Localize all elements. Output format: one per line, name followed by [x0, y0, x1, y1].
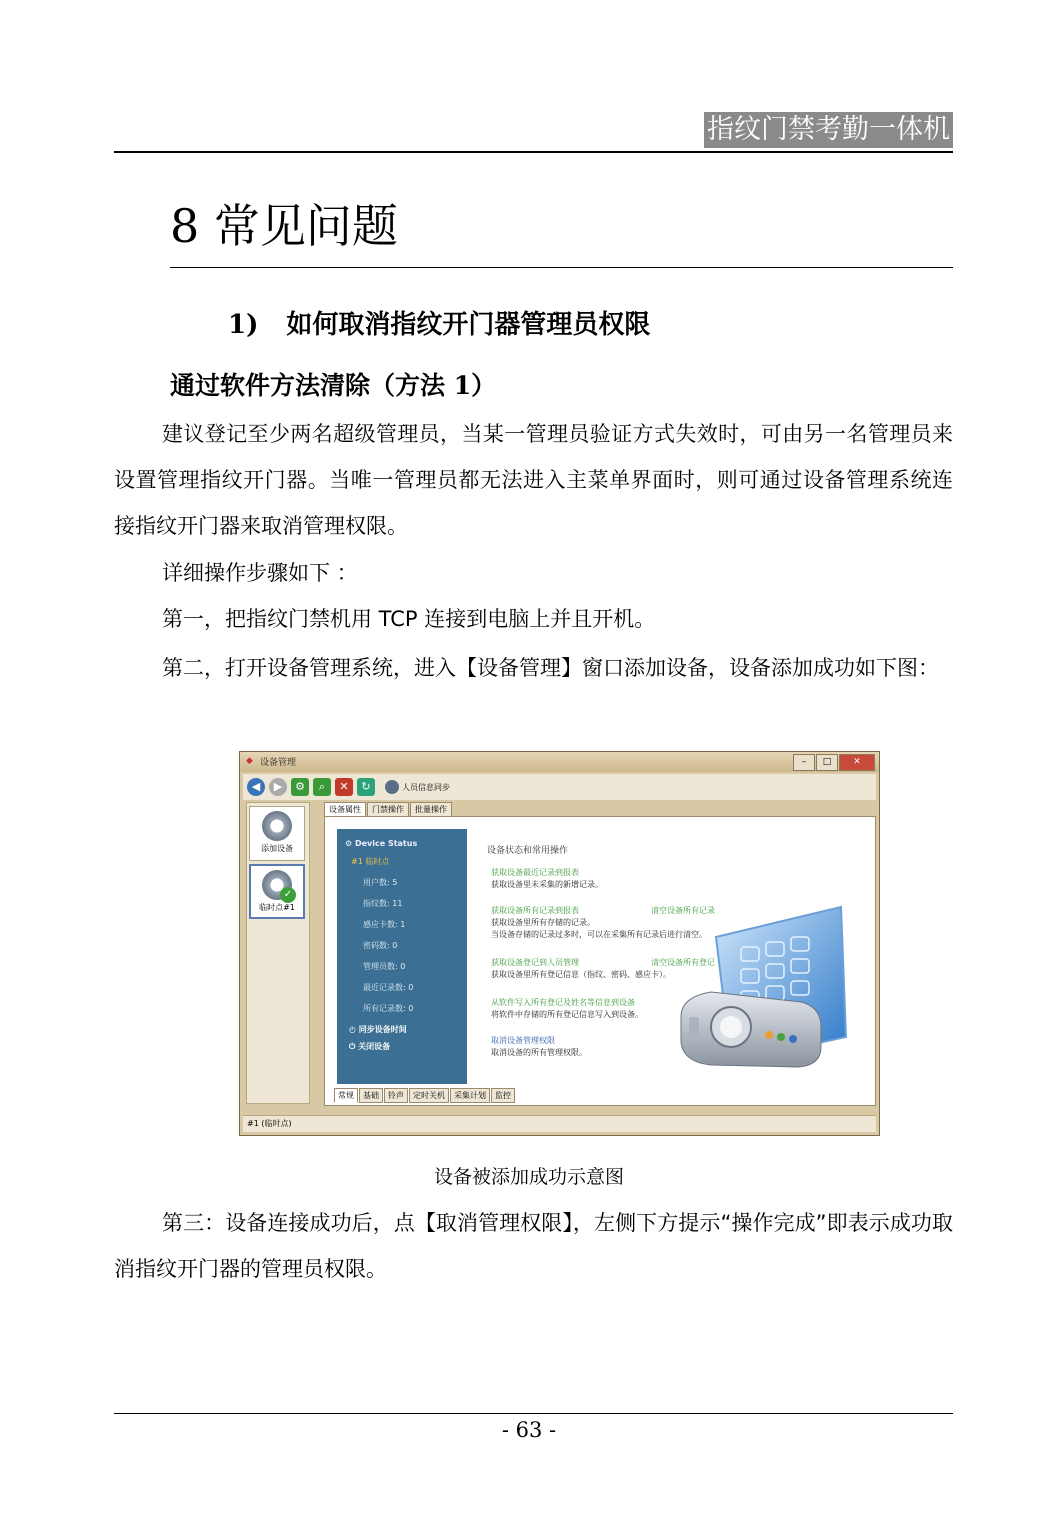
sync-users-button [385, 780, 450, 794]
maximize-icon: □ [816, 754, 838, 771]
power-icon: ⏻ [349, 1042, 356, 1051]
sync-users-label: 人员信息同步 [402, 782, 450, 792]
search-device-icon: ⌕ [313, 778, 331, 796]
status-password-count: 密码数: 0 [363, 941, 398, 950]
op-link-write-enrollments: 从软件写入所有登记及姓名等信息到设备 [491, 998, 635, 1007]
main-panel [324, 816, 876, 1106]
page-number: - 63 - [501, 1418, 557, 1442]
forward-icon: ▶ [269, 778, 287, 796]
sync-time-action: ◴ 同步设备时间 [349, 1025, 407, 1034]
question-number: 1) [228, 310, 259, 340]
bottom-tabs [334, 1088, 516, 1103]
op-link-clear-records: 清空设备所有记录 [651, 906, 715, 915]
question-title: 如何取消指纹开门器管理员权限 [286, 310, 651, 340]
window-statusbar: #1 (临时点) [243, 1115, 876, 1132]
tab-door-operations: 门禁操作 [367, 802, 409, 817]
app-icon: ◆ [246, 756, 253, 766]
tab-collection-plan: 采集计划 [450, 1088, 490, 1103]
op-desc-enrollments: 获取设备里所有登记信息（指纹、密码、感应卡）。 [491, 970, 671, 979]
op-desc-all-records: 获取设备里所有存储的记录。 [491, 918, 595, 927]
delete-device-icon: ✕ [335, 778, 353, 796]
op-link-all-records: 获取设备所有记录到报表 [491, 906, 579, 915]
gear-search-icon [262, 811, 292, 841]
device-item-label: 临时点#1 [259, 903, 295, 912]
op-desc-write-enrollments: 将软件中存储的所有登记信息写入到设备。 [491, 1010, 643, 1019]
method-heading: 通过软件方法清除（方法 1） [170, 371, 497, 400]
op-link-cancel-admin: 取消设备管理权限 [491, 1036, 555, 1045]
question-heading [228, 304, 650, 341]
clock-icon: ◴ [349, 1025, 356, 1034]
tab-batch-operations: 批量操作 [410, 802, 452, 817]
ops-title: 设备状态和常用操作 [487, 846, 569, 856]
user-icon [385, 780, 399, 794]
fingerprint-device-illustration [671, 897, 861, 1087]
tab-bell: 铃声 [384, 1088, 408, 1103]
tab-device-properties: 设备属性 [324, 802, 366, 817]
close-icon: ✕ [839, 754, 875, 771]
tab-general: 常规 [334, 1088, 358, 1103]
window-titlebar [240, 752, 879, 772]
tab-monitor: 监控 [491, 1088, 515, 1103]
paragraph-intro: 建议登记至少两名超级管理员，当某一管理员验证方式失效时，可由另一名管理员来设置管理指纹开门器。当唯一管理员都无法进入主菜单界面时，则可通过设备管理系统连接指纹开门器来取消管理权限。 [114, 422, 953, 538]
chapter-title: 8 常见问题 [170, 199, 398, 253]
header-rule [114, 151, 953, 153]
window-controls [792, 754, 875, 771]
status-heading: ⚙ Device Status [345, 839, 418, 848]
add-device-label: 添加设备 [261, 844, 293, 853]
status-user-count: 用户数: 5 [363, 878, 398, 887]
status-admin-count: 管理员数: 0 [363, 962, 406, 971]
paragraph-step-2: 第二，打开设备管理系统，进入【设备管理】窗口添加设备，设备添加成功如下图： [162, 656, 939, 680]
figure-screenshot [239, 751, 880, 1136]
figure-caption: 设备被添加成功示意图 [433, 1166, 624, 1188]
paragraph-steps-intro: 详细操作步骤如下 ： [162, 561, 358, 585]
op-link-recent: 获取设备最近记录到报表 [491, 868, 579, 877]
refresh-icon: ↻ [357, 778, 375, 796]
back-icon: ◀ [247, 778, 265, 796]
chapter-rule [170, 267, 953, 268]
status-selected-device: #1 临时点 [351, 857, 390, 866]
op-link-enrollments: 获取设备登记到人员管理 [491, 958, 579, 967]
device-sidebar [246, 802, 310, 1104]
paragraph-step-1: 第一，把指纹门禁机用 TCP 连接到电脑上并且开机。 [162, 607, 656, 631]
add-device-item [249, 806, 305, 861]
running-header: 指纹门禁考勤一体机 [704, 112, 953, 148]
tab-scheduled-shutdown: 定时关机 [409, 1088, 449, 1103]
op-link-clear-enrollments: 清空设备所有登记 [651, 958, 715, 967]
check-icon: ✓ [280, 887, 296, 903]
status-recent-records: 最近记录数: 0 [363, 983, 414, 992]
window-title: 设备管理 [260, 758, 297, 768]
device-item [249, 864, 305, 919]
status-card-count: 感应卡数: 1 [363, 920, 406, 929]
minimize-icon: – [793, 754, 815, 771]
gear-icon [262, 870, 292, 900]
op-desc-recent: 获取设备里未采集的新增记录。 [491, 880, 603, 889]
op-desc-all-records-2: 当设备存储的记录过多时，可以在采集所有记录后进行清空。 [491, 930, 707, 939]
status-all-records: 所有记录数: 0 [363, 1004, 414, 1013]
main-tabs [324, 802, 453, 817]
toolbar [243, 774, 876, 800]
device-icon: ⚙ [291, 778, 309, 796]
status-fingerprint-count: 指纹数: 11 [363, 899, 403, 908]
footer-rule [114, 1413, 953, 1414]
close-device-action: ⏻ 关闭设备 [349, 1042, 391, 1051]
op-desc-cancel-admin: 取消设备的所有管理权限。 [491, 1048, 587, 1057]
paragraph-step-3: 第三：设备连接成功后，点【取消管理权限】，左侧下方提示“操作完成”即表示成功取消指纹开门器的管理员权限。 [114, 1211, 953, 1281]
device-status-panel [337, 829, 467, 1084]
tab-basic: 基础 [359, 1088, 383, 1103]
